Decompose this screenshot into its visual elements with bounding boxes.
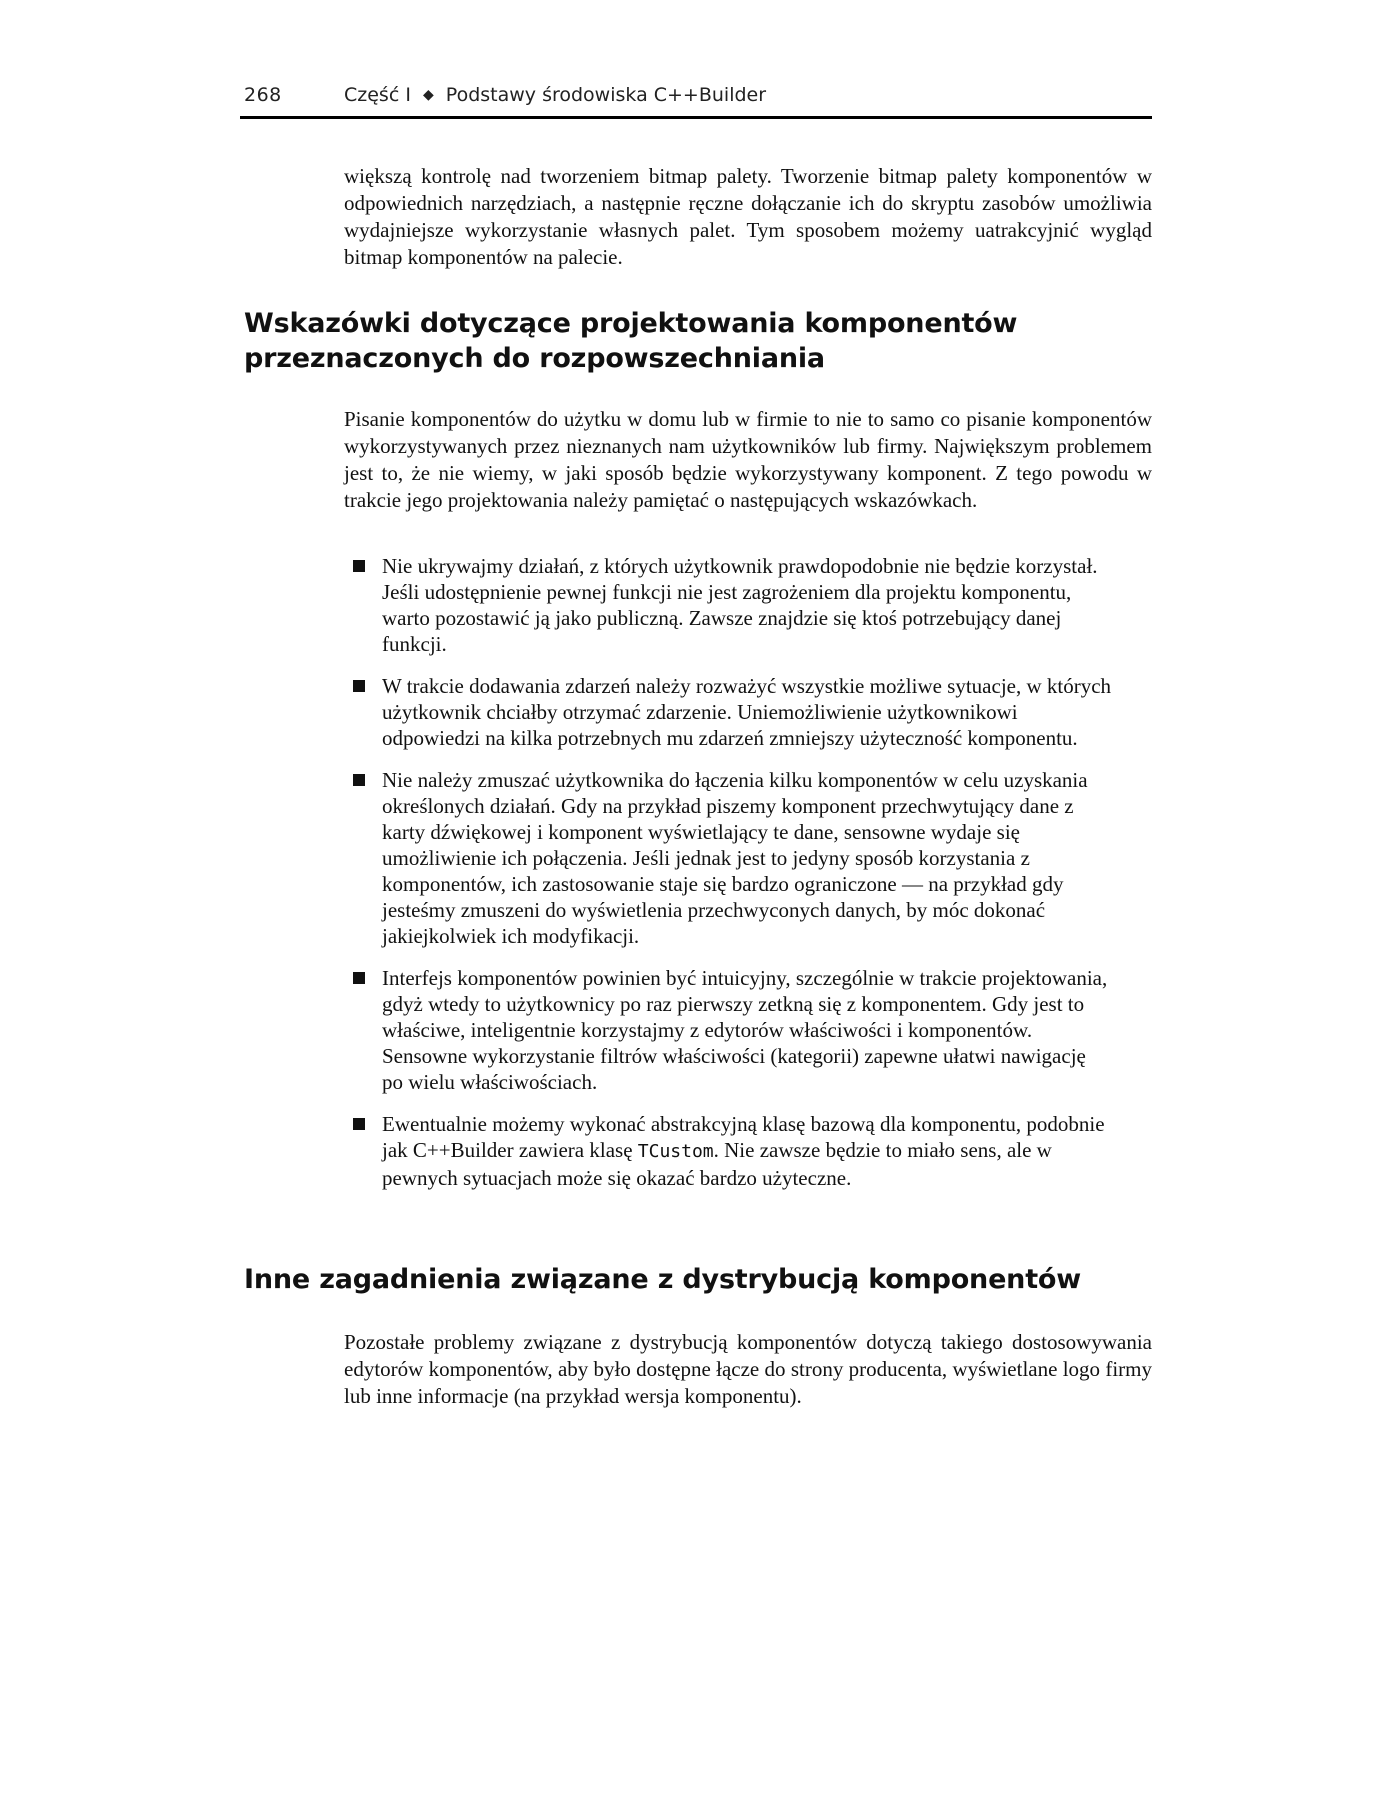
list-item bbox=[352, 553, 1112, 657]
square-bullet-icon bbox=[353, 1118, 365, 1130]
list-item bbox=[352, 673, 1112, 751]
heading-line-1: Wskazówki dotyczące projektowania komponentów bbox=[244, 308, 1018, 339]
running-head-title bbox=[344, 84, 766, 106]
list-item-text: Nie ukrywajmy działań, z których użytkownik prawdopodobnie nie będzie korzystał. Jeśli udostępnienie pewnej funkcji nie jest zagrożeniem dla projektu komponentu, warto pozostawić ją jako publiczną. Zawsze znajdzie się ktoś potrzebujący danej funkcji. bbox=[382, 554, 1098, 656]
list-item-text bbox=[382, 1112, 1105, 1190]
part-label: Część I bbox=[344, 84, 411, 106]
square-bullet-icon bbox=[353, 680, 365, 692]
section2-paragraph: Pozostałe problemy związane z dystrybucją komponentów dotyczą takiego dostosowywania edytorów komponentów, aby było dostępne łącze do strony producenta, wyświetlane logo firmy lub inne informacje (na przykład wersja komponentu). bbox=[344, 1330, 1152, 1408]
text-after-code: . Nie zawsze będzie to miało sens, ale w pewnych sytuacjach może się okazać bardzo użyteczne. bbox=[382, 1138, 1052, 1190]
square-bullet-icon bbox=[353, 972, 365, 984]
intro-paragraph: większą kontrolę nad tworzeniem bitmap palety. Tworzenie bitmap palety komponentów w odpowiednich narzędziach, a następnie ręczne dołączanie ich do skryptu zasobów umożliwia wydajniejsze wykorzystanie własnych palet. Tym sposobem możemy uatrakcyjnić wygląd bitmap komponentów na palecie. bbox=[344, 164, 1152, 269]
list-item bbox=[352, 1111, 1112, 1191]
list-item-text: W trakcie dodawania zdarzeń należy rozważyć wszystkie możliwe sytuacje, w których użytkownik chciałby otrzymać zdarzenie. Uniemożliwienie użytkownikowi odpowiedzi na kilka potrzebnych mu zdarzeń zmniejszy użyteczność komponentu. bbox=[382, 674, 1112, 750]
tips-list bbox=[352, 553, 1112, 1207]
list-item-text: Interfejs komponentów powinien być intuicyjny, szczególnie w trakcie projektowania, gdyż wtedy to użytkownicy po raz pierwszy zetkną się z komponentem. Gdy jest to właściwe, inteligentnie korzystajmy z edytorów właściwości i komponentów. Sensowne wykorzystanie filtrów właściwości (kategorii) zapewne ułatwi nawigację po wielu właściwościach. bbox=[382, 966, 1108, 1094]
square-bullet-icon bbox=[353, 560, 365, 572]
list-item bbox=[352, 965, 1112, 1095]
list-item bbox=[352, 767, 1112, 949]
section1-paragraph: Pisanie komponentów do użytku w domu lub w firmie to nie to samo co pisanie komponentów wykorzystywanych przez nieznanych nam użytkowników lub firmy. Największym problemem jest to, że nie wiemy, w jaki sposób będzie wykorzystywany komponent. Z tego powodu w trakcie jego projektowania należy pamiętać o następujących wskazówkach. bbox=[344, 407, 1152, 512]
code-class-name: TCustom bbox=[637, 1141, 714, 1162]
page-number: 268 bbox=[244, 84, 282, 106]
square-bullet-icon bbox=[353, 774, 365, 786]
book-title: Podstawy środowiska C++Builder bbox=[445, 84, 767, 106]
section-heading-design-tips bbox=[244, 306, 1164, 376]
diamond-separator-icon: ◆ bbox=[422, 87, 434, 103]
text-before-code: Ewentualnie możemy wykonać abstrakcyjną klasę bazową dla komponentu, podobnie jak C++Builder zawiera klasę bbox=[382, 1112, 1105, 1162]
heading-line-2: przeznaczonych do rozpowszechniania bbox=[244, 343, 825, 374]
section-heading-distribution: Inne zagadnienia związane z dystrybucją komponentów bbox=[244, 1264, 1082, 1295]
list-item-text: Nie należy zmuszać użytkownika do łączenia kilku komponentów w celu uzyskania określonych działań. Gdy na przykład piszemy komponent przechwytujący dane z karty dźwiękowej i komponent wyświetlający te dane, sensowne wydaje się umożliwienie ich połączenia. Jeśli jednak jest to jedyny sposób korzystania z komponentów, ich zastosowanie staje się bardzo ograniczone — na przykład gdy jesteśmy zmuszeni do wyświetlenia przechwyconych danych, by móc dokonać jakiejkolwiek ich modyfikacji. bbox=[382, 768, 1088, 948]
running-header bbox=[240, 84, 1152, 119]
